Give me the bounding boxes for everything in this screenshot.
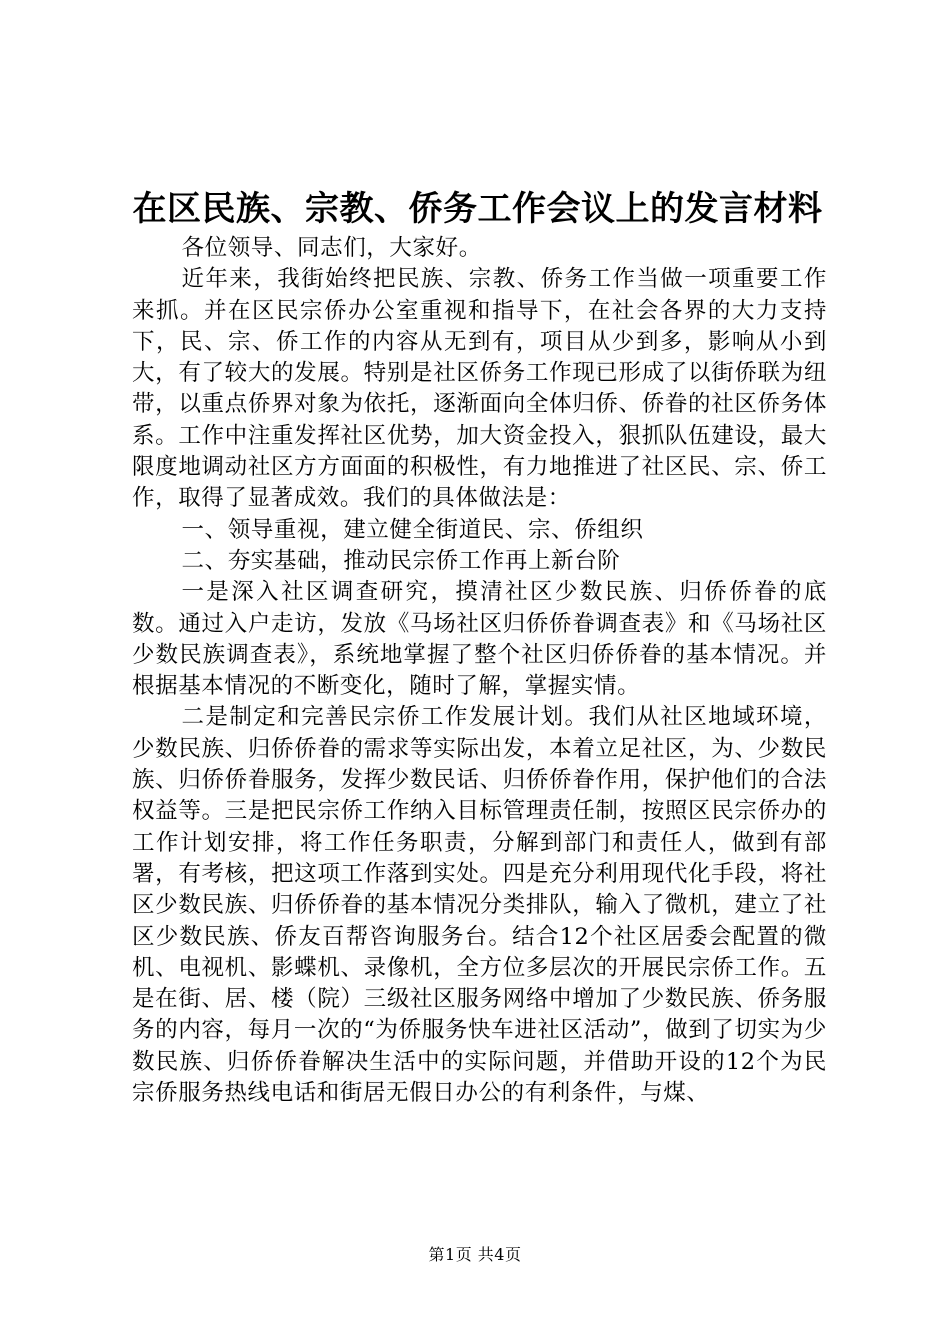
section-heading-1: 一、领导重视，建立健全街道民、宗、侨组织 [181,516,644,543]
document-body [132,233,827,1109]
body-paragraph-2: 二是制定和完善民宗侨工作发展计划。我们从社区地域环境，少数民族、归侨侨眷的需求等实际出发，本着立足社区，为、少数民族、归侨侨眷服务，发挥少数民话、归侨侨眷作用，保护他们的合法权益等。三是把民宗侨工作纳入目标管理责任制，按照区民宗侨办的工作计划安排，将工作任务职责，分解到部门和责任人，做到有部署，有考核，把这项工作落到实处。四是充分利用现代化手段，将社区少数民族、归侨侨眷的基本情况分类排队，输入了微机，建立了社区少数民族、侨友百帮咨询服务台。结合12个社区居委会配置的微机、电视机、影蝶机、录像机，全方位多层次的开展民宗侨工作。五是在街、居、楼（院）三级社区服务网络中增加了少数民族、侨务服务的内容，每月一次的“为侨服务快车进社区活动”，做到了切实为少数民族、归侨侨眷解决生活中的实际问题，并借助开设的12个为民宗侨服务热线电话和街居无假日办公的有利条件，与煤、 [132,704,827,1107]
body-paragraph-1: 一是深入社区调查研究，摸清社区少数民族、归侨侨眷的底数。通过入户走访，发放《马场社区归侨侨眷调查表》和《马场社区少数民族调查表》，系统地掌握了整个社区归侨侨眷的基本情况。并根据基本情况的不断变化，随时了解，掌握实情。 [132,579,827,700]
document-title: 在区民族、宗教、侨务工作会议上的发言材料 [132,189,823,229]
intro-paragraph: 近年来，我街始终把民族、宗教、侨务工作当做一项重要工作来抓。并在区民宗侨办公室重视和指导下，在社会各界的大力支持下，民、宗、侨工作的内容从无到有，项目从少到多，影响从小到大，有了较大的发展。特别是社区侨务工作现已形成了以街侨联为纽带，以重点侨界对象为依托，逐渐面向全体归侨、侨眷的社区侨务体系。工作中注重发挥社区优势，加大资金投入，狠抓队伍建设，最大限度地调动社区方方面面的积极性，有力地推进了社区民、宗、侨工作，取得了显著成效。我们的具体做法是： [132,266,827,512]
section-heading-2: 二、夯实基础，推动民宗侨工作再上新台阶 [181,547,621,574]
page-footer: 第1页 共4页 [428,1245,522,1264]
greeting-paragraph: 各位领导、同志们，大家好。 [181,235,482,261]
